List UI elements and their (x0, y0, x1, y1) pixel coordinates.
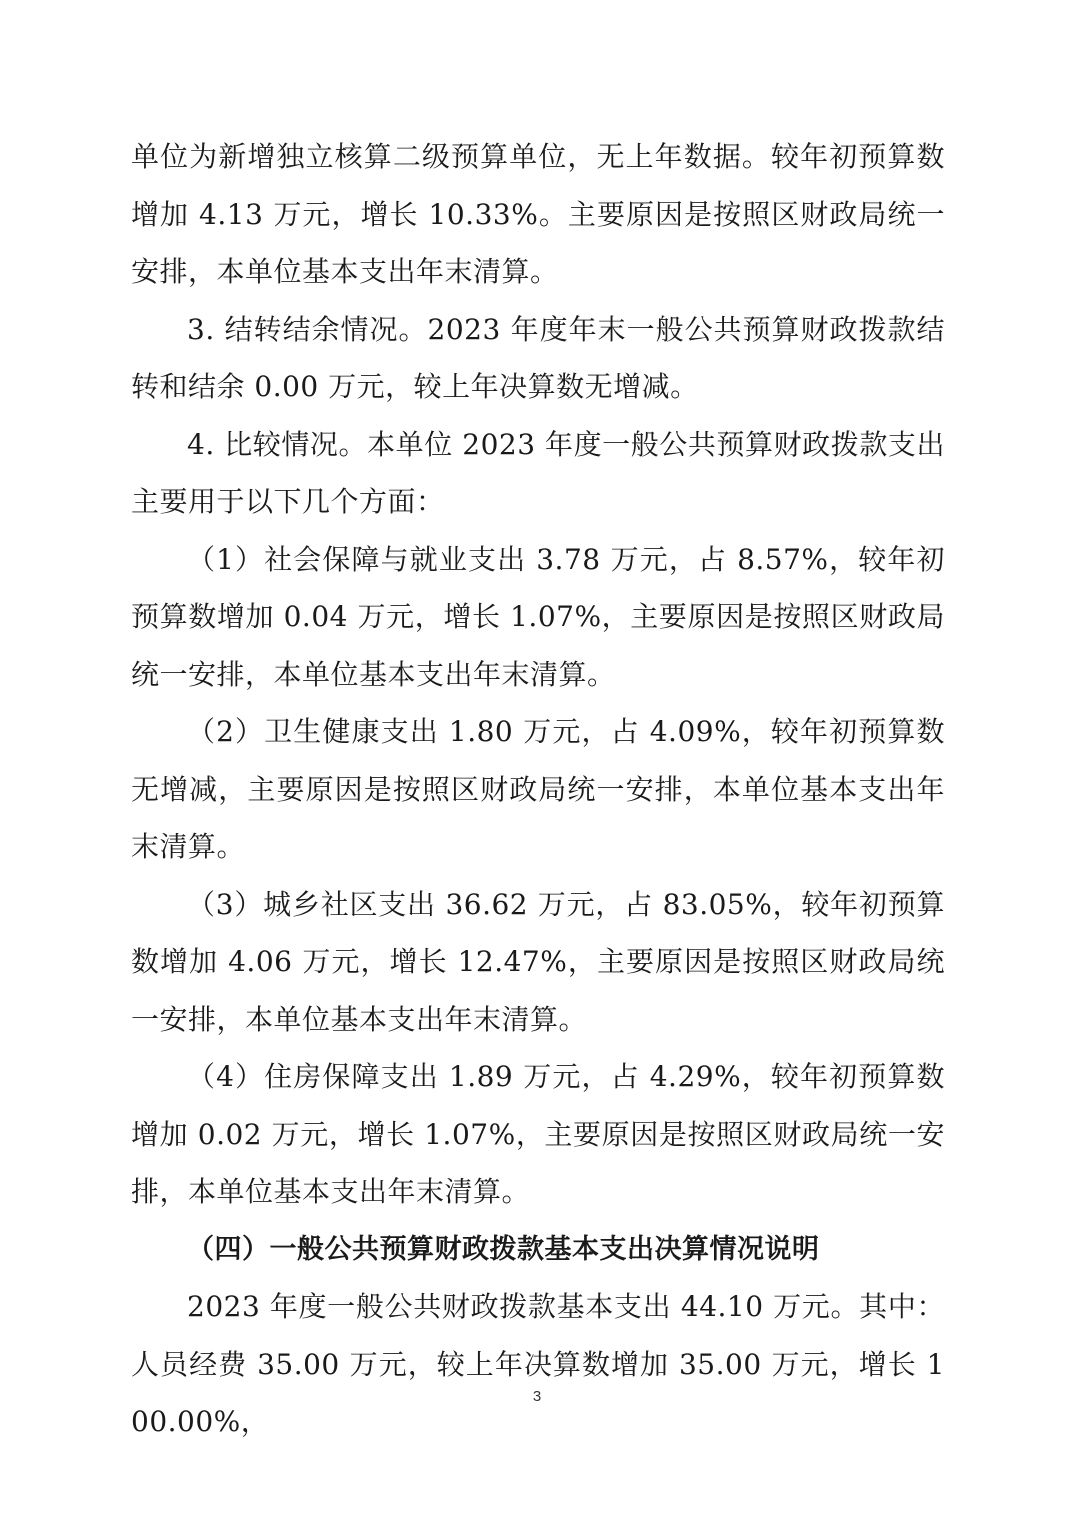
paragraph-item-health: （2）卫生健康支出 1.80 万元，占 4.09%，较年初预算数无增减，主要原因是按照区财政局统一安排，本单位基本支出年末清算。 (131, 715, 945, 863)
paragraph-continuation: 单位为新增独立核算二级预算单位，无上年数据。较年初预算数增加 4.13 万元，增长 10.33%。主要原因是按照区财政局统一安排，本单位基本支出年末清算。 (131, 140, 945, 288)
paragraph-carryover-balance: 3. 结转结余情况。2023 年度年末一般公共预算财政拨款结转和结余 0.00 万元，较上年决算数无增减。 (131, 312, 945, 403)
paragraph-basic-expenditure: 2023 年度一般公共财政拨款基本支出 44.10 万元。其中：人员经费 35.00 万元，较上年决算数增加 35.00 万元，增长 100.00%， (131, 1290, 945, 1438)
paragraph-item-housing: （4）住房保障支出 1.89 万元，占 4.29%，较年初预算数增加 0.02 万元，增长 1.07%，主要原因是按照区财政局统一安排，本单位基本支出年末清算。 (131, 1060, 945, 1208)
document-body (131, 128, 945, 1451)
section-heading: （四）一般公共预算财政拨款基本支出决算情况说明 (187, 1233, 820, 1265)
paragraph-item-urban-rural: （3）城乡社区支出 36.62 万元，占 83.05%，较年初预算数增加 4.06 万元，增长 12.47%，主要原因是按照区财政局统一安排，本单位基本支出年末清算。 (131, 887, 945, 1036)
paragraph-item-social-security: （1）社会保障与就业支出 3.78 万元，占 8.57%，较年初预算数增加 0.04 万元，增长 1.07%，主要原因是按照区财政局统一安排，本单位基本支出年末清算。 (131, 542, 945, 691)
paragraph-comparison: 4. 比较情况。本单位 2023 年度一般公共预算财政拨款支出主要用于以下几个方面： (131, 427, 945, 518)
page-number: 3 (532, 1388, 542, 1405)
